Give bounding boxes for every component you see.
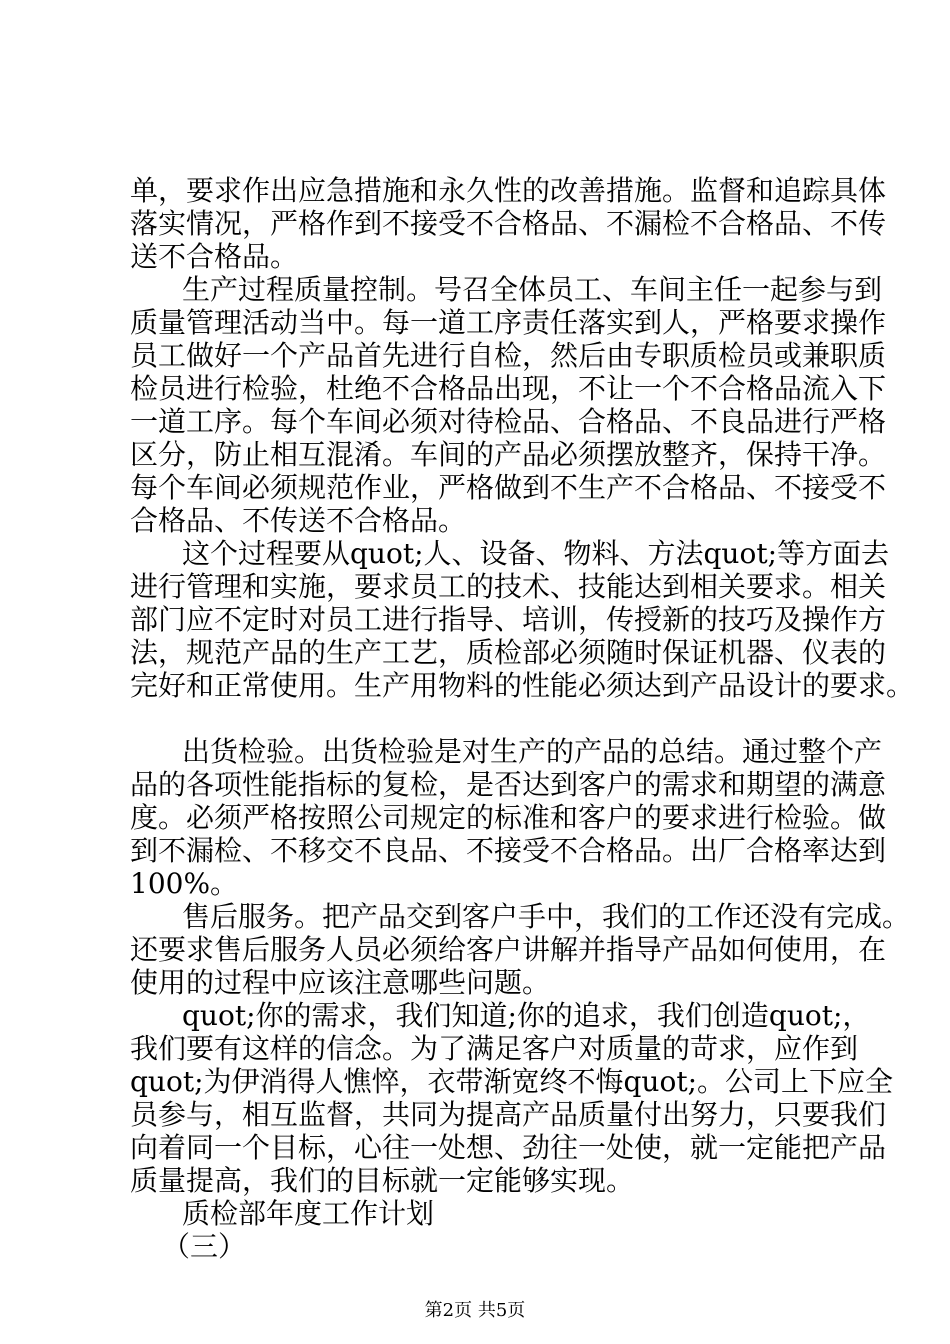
paragraph-start-line: 出货检验。出货检验是对生产的产品的总结。通过整个产 xyxy=(182,735,883,768)
text-line: 检员进行检验，杜绝不合格品出现，不让一个不合格品流入下 xyxy=(130,372,887,405)
text-line: 还要求售后服务人员必须给客户讲解并指导产品如何使用，在 xyxy=(130,933,887,966)
text-line: 到不漏检、不移交不良品、不接受不合格品。出厂合格率达到 xyxy=(130,834,887,867)
text-line: 100%。 xyxy=(130,867,239,900)
paragraph-start-line: 这个过程要从quot;人、设备、物料、方法quot;等方面去 xyxy=(182,537,890,570)
text-line: 单，要求作出应急措施和永久性的改善措施。监督和追踪具体 xyxy=(130,174,887,207)
text-line: 合格品、不传送不合格品。 xyxy=(130,504,467,537)
text-line: 区分，防止相互混淆。车间的产品必须摆放整齐，保持干净。 xyxy=(130,438,887,471)
text-line: 法，规范产品的生产工艺，质检部必须随时保证机器、仪表的 xyxy=(130,636,887,669)
text-line: 完好和正常使用。生产用物料的性能必须达到产品设计的要求。 xyxy=(130,669,915,702)
text-line: 部门应不定时对员工进行指导、培训，传授新的技巧及操作方 xyxy=(130,603,887,636)
text-line: 每个车间必须规范作业，严格做到不生产不合格品、不接受不 xyxy=(130,471,887,504)
text-line: 一道工序。每个车间必须对待检品、合格品、不良品进行严格 xyxy=(130,405,887,438)
text-line: 我们要有这样的信念。为了满足客户对质量的苛求，应作到 xyxy=(130,1032,859,1065)
section-heading: 质检部年度工作计划 xyxy=(182,1197,435,1230)
text-line: 使用的过程中应该注意哪些问题。 xyxy=(130,966,551,999)
text-line: 员工做好一个产品首先进行自检，然后由专职质检员或兼职质 xyxy=(130,339,887,372)
text-line: 度。必须严格按照公司规定的标准和客户的要求进行检验。做 xyxy=(130,801,887,834)
paragraph-start-line: 生产过程质量控制。号召全体员工、车间主任一起参与到 xyxy=(182,273,883,306)
paragraph-start-line: 售后服务。把产品交到客户手中，我们的工作还没有完成。 xyxy=(182,900,911,933)
text-line: 落实情况，严格作到不接受不合格品、不漏检不合格品、不传 xyxy=(130,207,887,240)
text-line: 进行管理和实施，要求员工的技术、技能达到相关要求。相关 xyxy=(130,570,887,603)
paragraph-start-line: quot;你的需求，我们知道;你的追求，我们创造quot;， xyxy=(182,999,871,1032)
text-line: 质量提高，我们的目标就一定能够实现。 xyxy=(130,1164,635,1197)
text-line: 员参与，相互监督，共同为提高产品质量付出努力，只要我们 xyxy=(130,1098,887,1131)
text-line: 向着同一个目标，心往一处想、劲往一处使，就一定能把产品 xyxy=(130,1131,887,1164)
text-line: 品的各项性能指标的复检，是否达到客户的需求和期望的满意 xyxy=(130,768,887,801)
text-line: 质量管理活动当中。每一道工序责任落实到人，严格要求操作 xyxy=(130,306,887,339)
section-number: （三） xyxy=(162,1230,247,1263)
page-footer: 第2页 共5页 xyxy=(424,1300,526,1321)
text-line: quot;为伊消得人憔悴，衣带渐宽终不悔quot;。公司上下应全 xyxy=(130,1065,894,1098)
text-line: 送不合格品。 xyxy=(130,240,299,273)
